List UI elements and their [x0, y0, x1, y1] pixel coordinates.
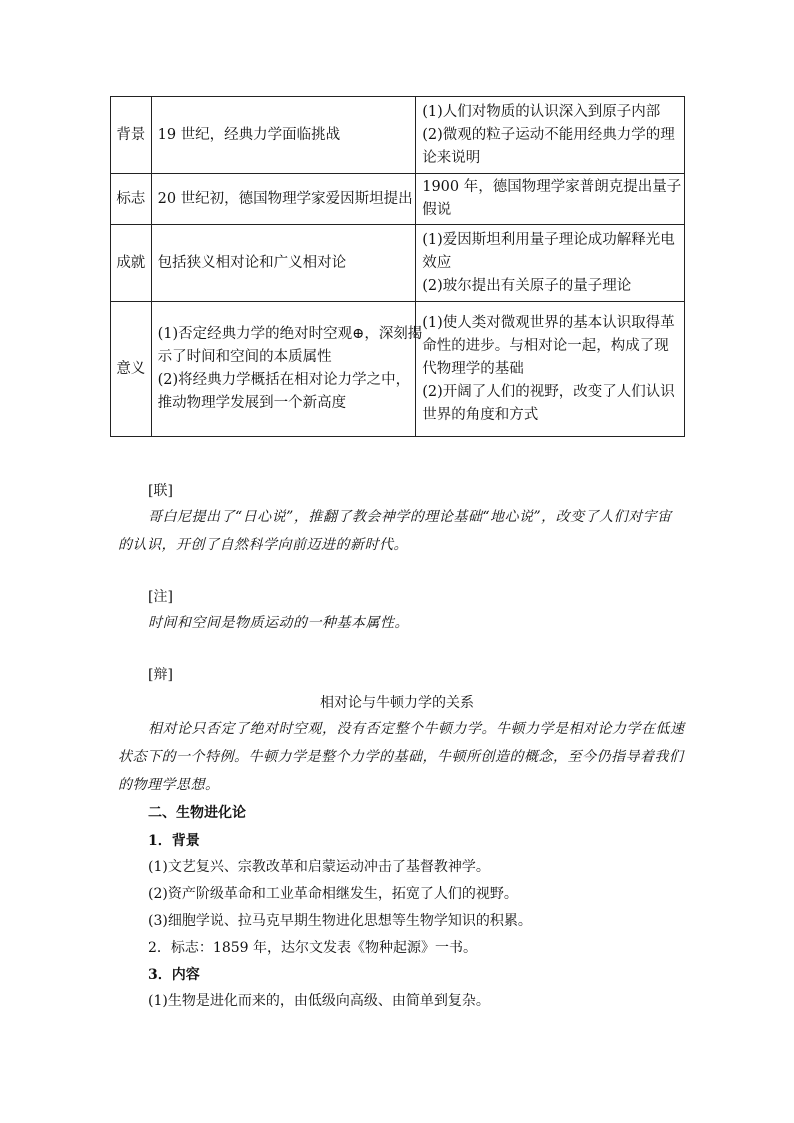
zhu-line-1: 时间和空间是物质运动的一种基本属性。 [148, 615, 409, 631]
table-row [111, 97, 685, 174]
zhu-tag: [注] [148, 589, 173, 605]
table-cell: (1)人们对物质的认识深入到原子内部 (2)微观的粒子运动不能用经典力学的理 论来说明 [416, 97, 685, 174]
subsection-title: 3．内容 [148, 967, 200, 983]
list-item: 2．标志：1859 年，达尔文发表《物种起源》一书。 [148, 940, 477, 956]
table-row [111, 225, 685, 302]
bian-line-2: 状态下的一个特例。牛顿力学是整个力学的基础，牛顿所创造的概念，至今仍指导着我们 [118, 749, 684, 765]
list-item: (2)资产阶级革命和工业革命相继发生，拓宽了人们的视野。 [148, 886, 518, 902]
lian-line-2: 的认识，开创了自然科学向前迈进的新时代。 [118, 537, 408, 553]
lian-line-1: 哥白尼提出了“日心说”，推翻了教会神学的理论基础“地心说”，改变了人们对宇宙 [148, 509, 672, 525]
table-cell: (1)爱因斯坦利用量子理论成功解释光电 效应 (2)玻尔提出有关原子的量子理论 [416, 225, 685, 302]
table-row [111, 174, 685, 225]
table-cell: (1)使人类对微观世界的基本认识取得革 命性的进步。与相对论一起，构成了现 代物理学的基础 (2)开阔了人们的视野，改变了人们认识 世界的角度和方式 [416, 302, 685, 437]
list-item: (3)细胞学说、拉马克早期生物进化思想等生物学知识的积累。 [148, 913, 532, 929]
bian-tag: [辩] [148, 667, 173, 683]
table-row [111, 302, 685, 437]
table-cell: 20 世纪初，德国物理学家爱因斯坦提出 [151, 174, 416, 225]
lian-tag: [联] [148, 483, 173, 499]
row-label: 背景 [111, 97, 152, 174]
row-label: 成就 [111, 225, 152, 302]
row-label: 意义 [111, 302, 152, 437]
comparison-table [110, 96, 685, 437]
section-heading: 二、生物进化论 [148, 805, 246, 821]
bian-line-3: 的物理学思想。 [118, 777, 220, 793]
bian-title: 相对论与牛顿力学的关系 [320, 695, 474, 711]
list-item: (1)文艺复兴、宗教改革和启蒙运动冲击了基督教神学。 [148, 859, 490, 875]
table-cell: 1900 年，德国物理学家普朗克提出量子 假说 [416, 174, 685, 225]
table-cell: (1)否定经典力学的绝对时空观⊕，深刻揭 示了时间和空间的本质属性 (2)将经典力学概括在相对论力学之中， 推动物理学发展到一个新高度 [151, 302, 416, 437]
list-item: (1)生物是进化而来的，由低级向高级、由简单到复杂。 [148, 993, 490, 1009]
table-cell: 包括狭义相对论和广义相对论 [151, 225, 416, 302]
row-label: 标志 [111, 174, 152, 225]
bian-line-1: 相对论只否定了绝对时空观，没有否定整个牛顿力学。牛顿力学是相对论力学在低速 [148, 721, 685, 737]
table-cell: 19 世纪，经典力学面临挑战 [151, 97, 416, 174]
subsection-title: 1．背景 [148, 833, 200, 849]
